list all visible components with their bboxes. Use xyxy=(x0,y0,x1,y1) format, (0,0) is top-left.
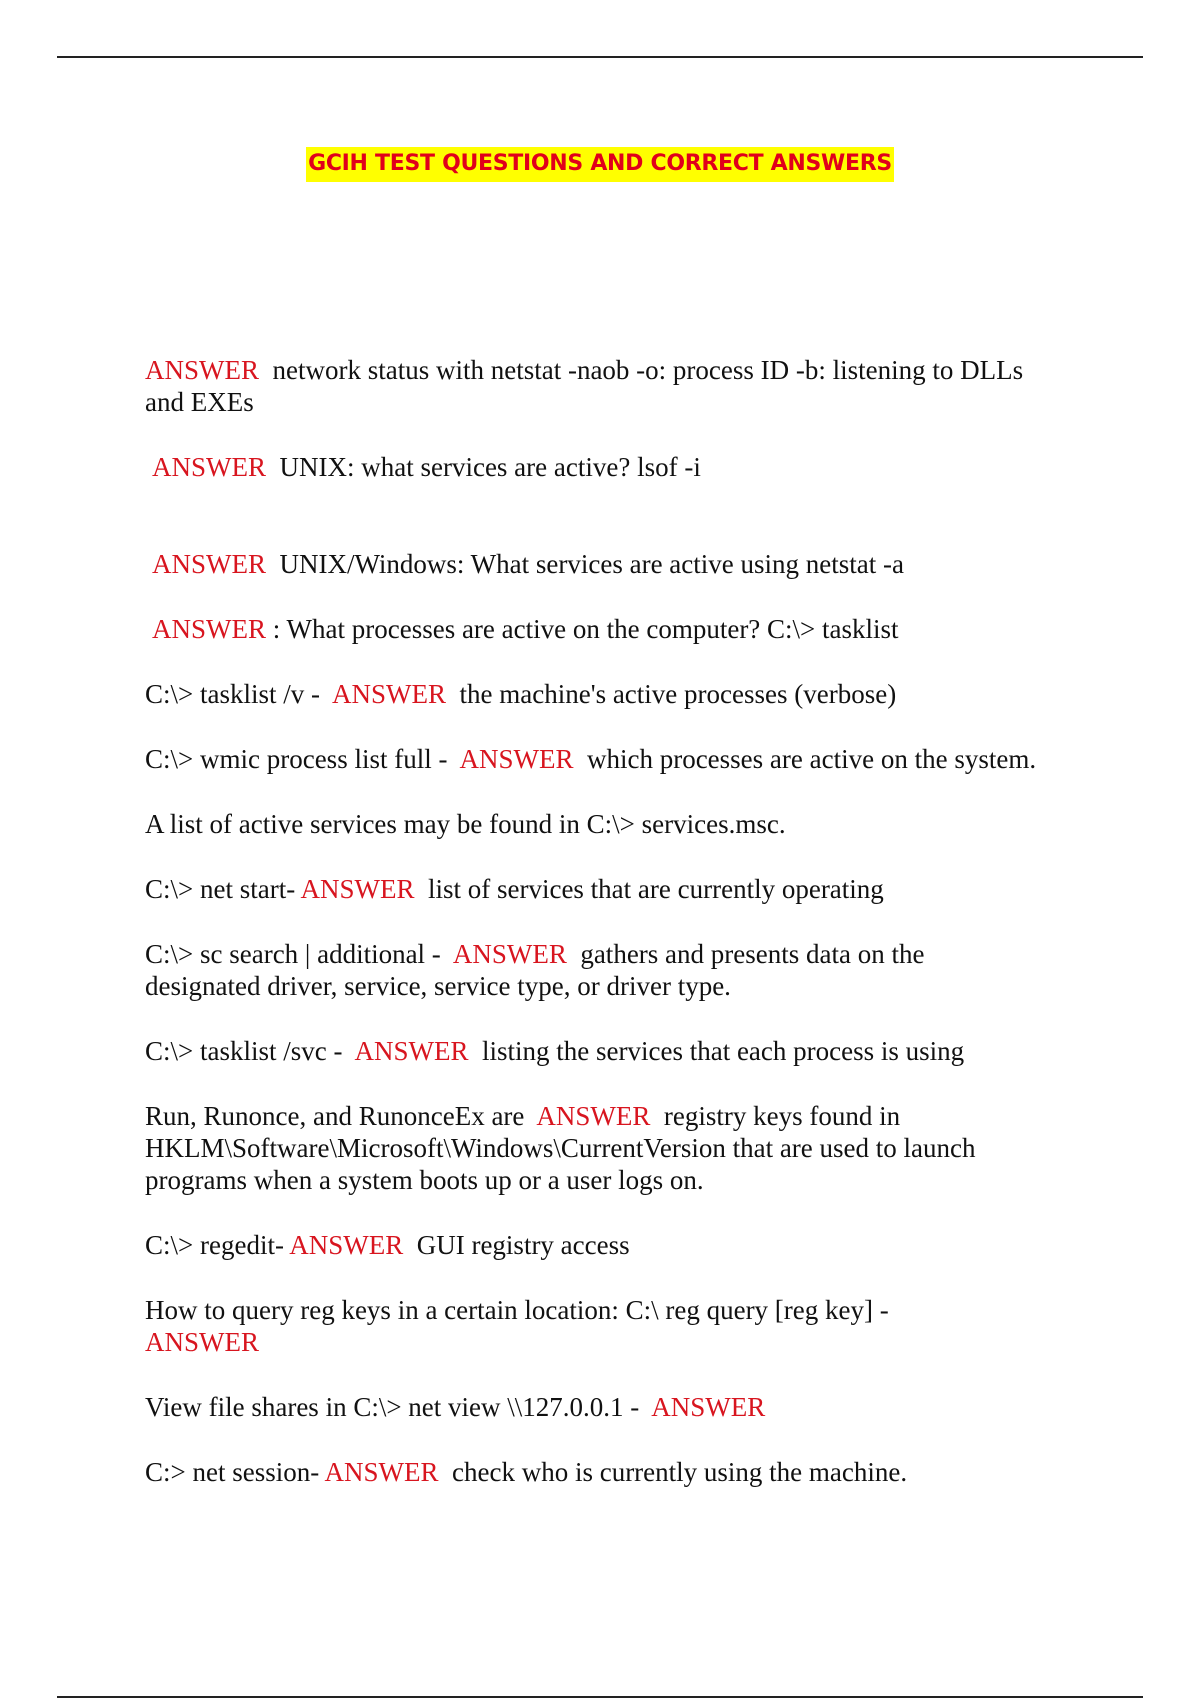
top-rule xyxy=(57,56,1143,58)
answer-label: ANSWER xyxy=(354,1036,469,1066)
question-text: C:\> net start- xyxy=(145,874,296,904)
statement-text: A list of active services may be found in C:\> services.msc. xyxy=(145,809,786,839)
answer-text: GUI registry access xyxy=(416,1230,630,1260)
answer-label: ANSWER xyxy=(324,1457,439,1487)
question-text: C:\> tasklist /svc - xyxy=(145,1036,343,1066)
answer-label: ANSWER xyxy=(300,874,415,904)
question-text: C:> net session- xyxy=(145,1457,320,1487)
question-text: How to query reg keys in a certain location: C:\ reg query [reg key] - xyxy=(145,1295,889,1325)
answer-label: ANSWER xyxy=(452,939,567,969)
qa-item-15 xyxy=(145,1456,1045,1488)
answer-label: ANSWER xyxy=(651,1392,766,1422)
question-text: Run, Runonce, and RunonceEx are xyxy=(145,1101,525,1131)
qa-item-3 xyxy=(145,548,1045,580)
qa-item-2 xyxy=(145,451,1045,483)
answer-label: ANSWER xyxy=(145,1327,259,1357)
answer-text: which processes are active on the system. xyxy=(586,744,1037,774)
qa-item-10 xyxy=(145,1035,1045,1067)
answer-label: ANSWER xyxy=(459,744,574,774)
question-text: C:\> tasklist /v - xyxy=(145,679,320,709)
answer-text: listing the services that each process is using xyxy=(482,1036,965,1066)
answer-label: ANSWER xyxy=(289,1230,404,1260)
qa-item-5 xyxy=(145,678,1045,710)
qa-item-7 xyxy=(145,808,1045,840)
qa-item-4 xyxy=(145,613,1045,645)
question-text: C:\> wmic process list full - xyxy=(145,744,448,774)
qa-item-8 xyxy=(145,873,1045,905)
question-text: View file shares in C:\> net view \\127.0.0.1 - xyxy=(145,1392,640,1422)
answer-label: ANSWER xyxy=(145,355,259,385)
qa-item-14 xyxy=(145,1391,1045,1423)
qa-item-9 xyxy=(145,938,1045,1002)
document-title: GCIH TEST QUESTIONS AND CORRECT ANSWERS xyxy=(306,147,894,182)
answer-label: ANSWER xyxy=(152,614,266,644)
qa-item-1 xyxy=(145,354,1045,418)
answer-text: list of services that are currently operating xyxy=(427,874,884,904)
title-container xyxy=(0,147,1200,182)
bottom-rule xyxy=(57,1696,1143,1698)
answer-text: the machine's active processes (verbose) xyxy=(459,679,897,709)
answer-text: UNIX/Windows: What services are active using netstat -a xyxy=(279,549,904,579)
qa-item-11 xyxy=(145,1100,1045,1196)
question-text: C:\> sc search | additional - xyxy=(145,939,441,969)
answer-label: ANSWER xyxy=(536,1101,651,1131)
answer-label: ANSWER xyxy=(332,679,447,709)
qa-item-12 xyxy=(145,1229,1045,1261)
answer-text: check who is currently using the machine. xyxy=(452,1457,908,1487)
qa-item-6 xyxy=(145,743,1045,775)
answer-label: ANSWER xyxy=(152,452,266,482)
answer-text: gathers and presents data on the designated driver, service, service type, or driver type. xyxy=(145,939,925,1001)
answer-label: ANSWER xyxy=(152,549,266,579)
answer-text: UNIX: what services are active? lsof -i xyxy=(279,452,701,482)
answer-text: : What processes are active on the computer? C:\> tasklist xyxy=(272,614,899,644)
question-text: C:\> regedit- xyxy=(145,1230,284,1260)
qa-item-13 xyxy=(145,1294,1045,1358)
qa-list xyxy=(145,354,1045,1488)
answer-text: network status with netstat -naob -o: process ID -b: listening to DLLs and EXEs xyxy=(145,355,1024,417)
answer-text: registry keys found in HKLM\Software\Microsoft\Windows\CurrentVersion that are used to launch programs when a system boots up or a user logs on. xyxy=(145,1101,976,1195)
